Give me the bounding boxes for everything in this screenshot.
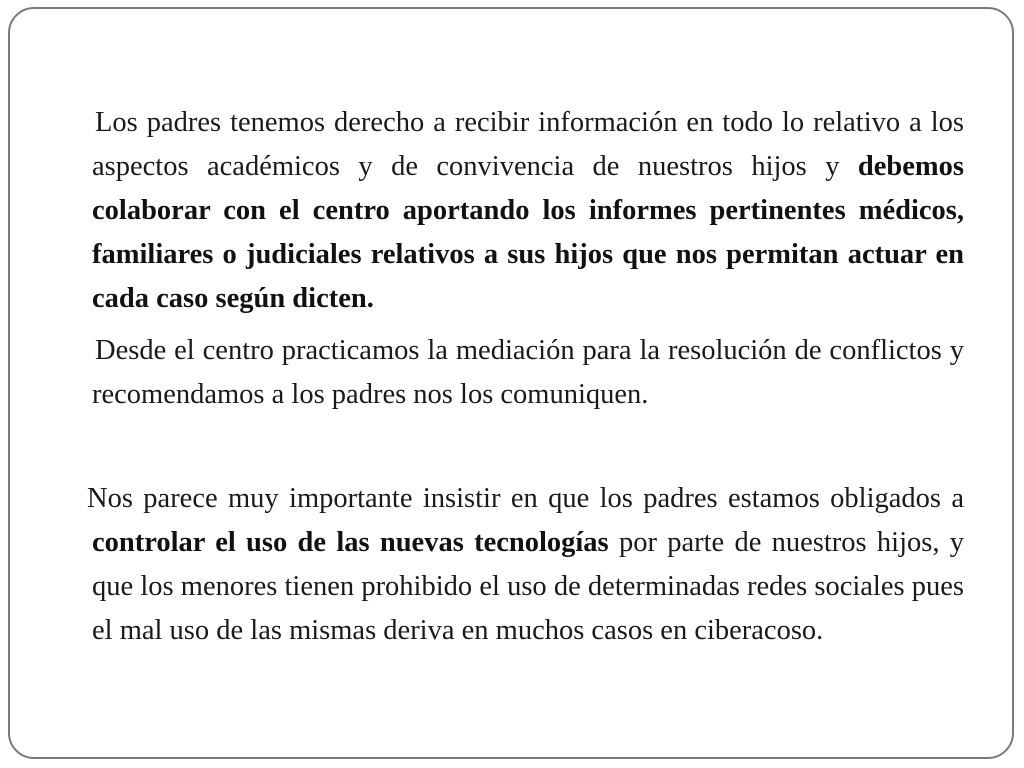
paragraph-1-text: Los padres tenemos derecho a recibir información en todo lo relativo a los aspectos académicos y de convivencia de nuestros hijos y	[92, 107, 964, 182]
paragraph-3-text-end: por parte de nuestros hijos, y que los menores tienen prohibido el uso de determinadas redes sociales pues el mal uso de las mismas deriva en muchos casos en ciberacoso.	[92, 527, 964, 646]
paragraph-1-emphasis: debemos colaborar con el centro aportando los informes pertinentes médicos, familiares o judiciales relativos a sus hijos que nos permitan actuar en cada caso según dicten.	[92, 151, 964, 314]
paragraph-mediation	[92, 329, 964, 417]
paragraph-3-text-start: Nos parece muy importante insistir en que los padres estamos obligados a	[87, 483, 964, 514]
paragraph-parents-rights	[92, 101, 964, 321]
slide-text-body	[87, 101, 964, 653]
paragraph-technology	[87, 477, 964, 653]
paragraph-2-text: Desde el centro practicamos la mediación para la resolución de conflictos y recomendamos a los padres nos los comuniquen.	[92, 335, 964, 410]
paragraph-3-emphasis: controlar el uso de las nuevas tecnologías	[92, 527, 609, 558]
